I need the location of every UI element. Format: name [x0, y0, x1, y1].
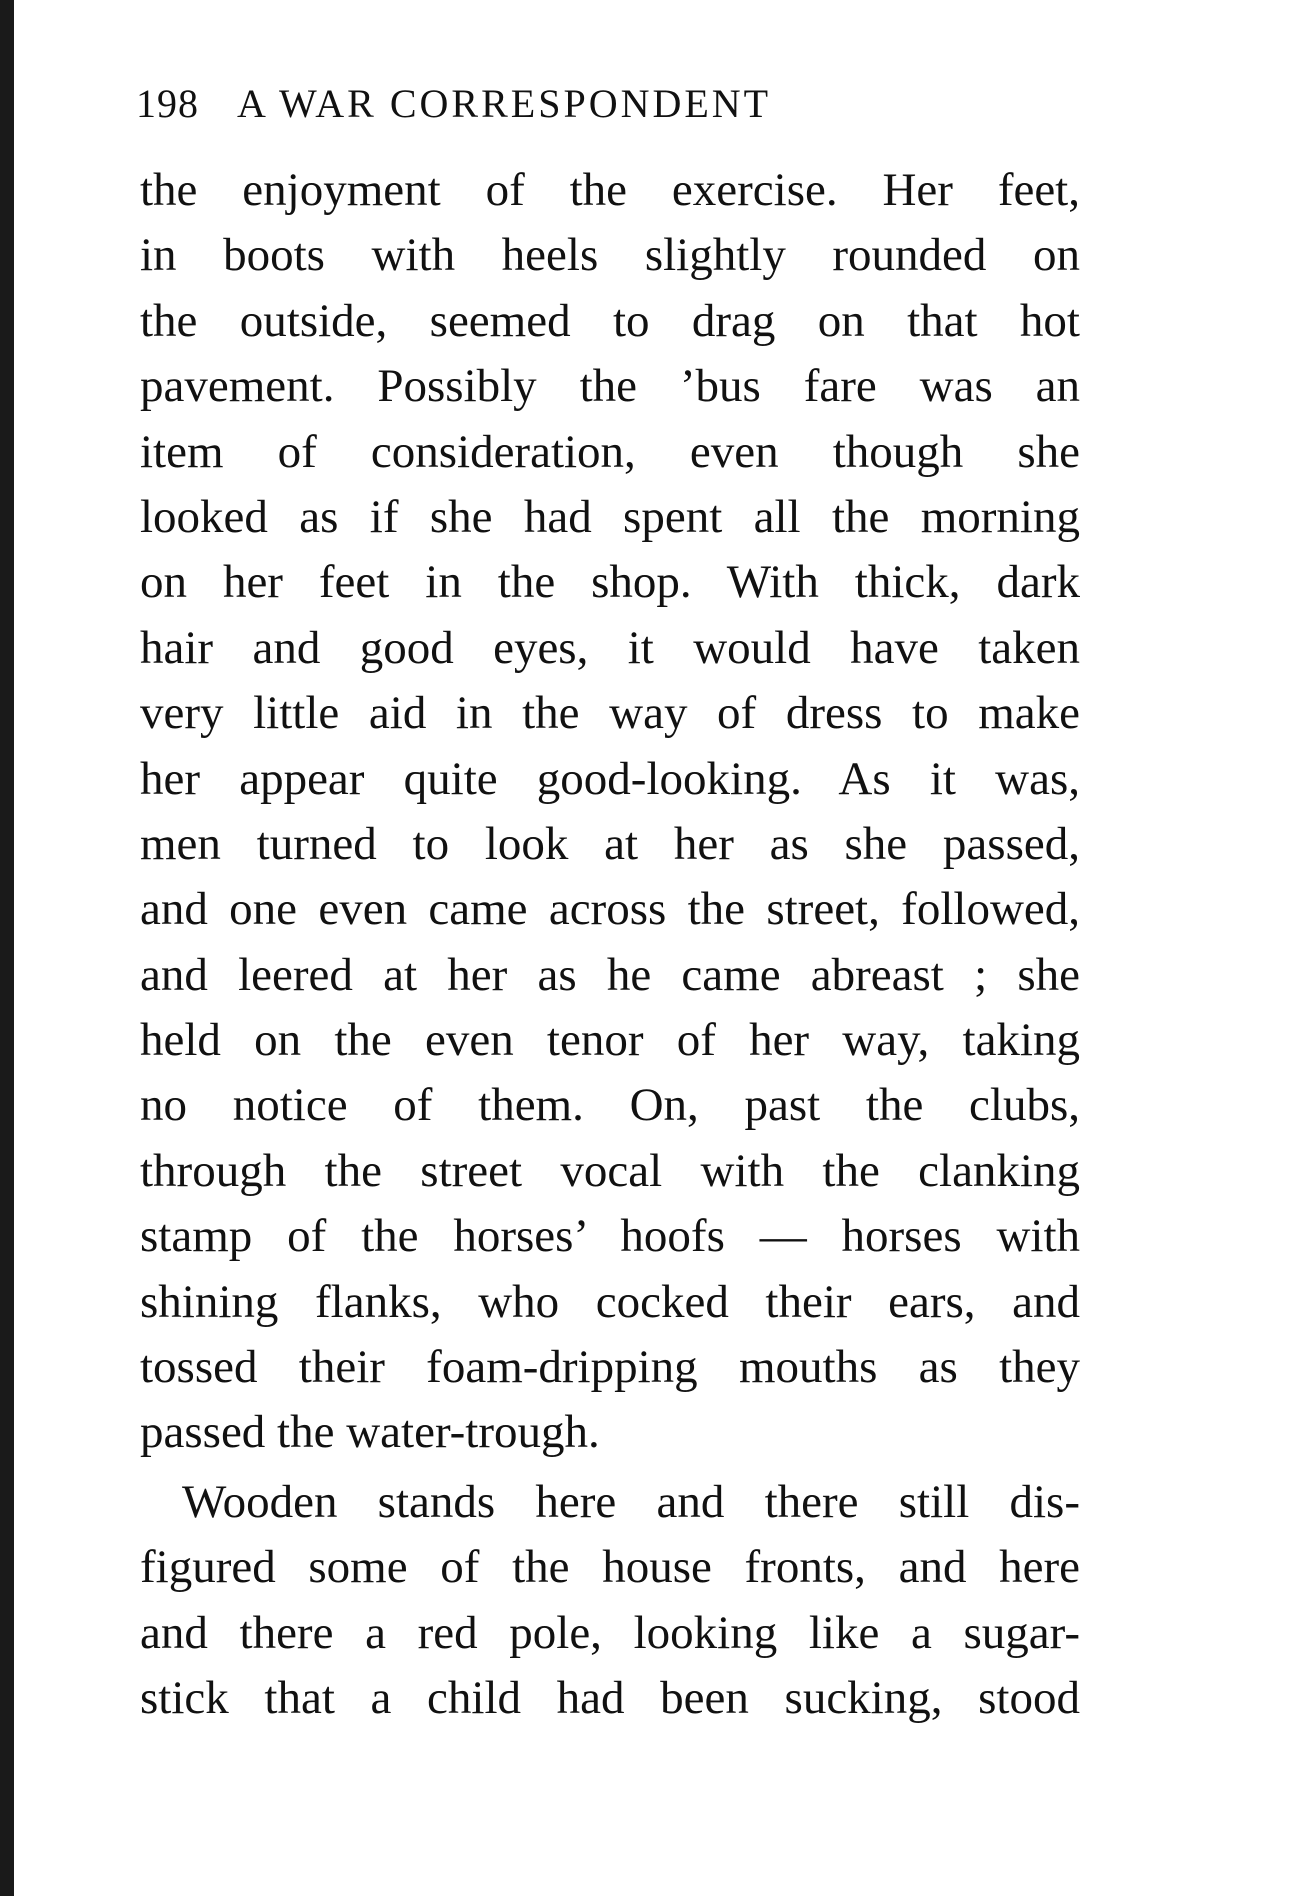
text-line: in boots with heels slightly rounded on [140, 229, 1080, 282]
text-line: stamp of the horses’ hoofs — horses with [140, 1210, 1080, 1263]
page-binding-edge [0, 0, 14, 1896]
text-line: tossed their foam-dripping mouths as they [140, 1341, 1080, 1394]
text-line: through the street vocal with the clanking [140, 1144, 1080, 1197]
text-line: and leered at her as he came abreast ; she [140, 948, 1080, 1001]
paragraph [140, 158, 1080, 1466]
text-line: held on the even tenor of her way, taking [140, 1014, 1080, 1067]
text-line: no notice of them. On, past the clubs, [140, 1079, 1080, 1132]
text-line: shining flanks, who cocked their ears, and [140, 1275, 1080, 1328]
running-head: A WAR CORRESPONDENT [237, 81, 772, 126]
text-line: stick that a child had been sucking, stood [140, 1671, 1080, 1724]
text-line: hair and good eyes, it would have taken [140, 621, 1080, 674]
paragraph [140, 1470, 1080, 1732]
text-line: very little aid in the way of dress to make [140, 687, 1080, 740]
text-line: Wooden stands here and there still dis- [182, 1475, 1080, 1528]
text-line: the enjoyment of the exercise. Her feet, [140, 164, 1080, 216]
text-line: figured some of the house fronts, and here [140, 1541, 1080, 1594]
text-line: her appear quite good-looking. As it was, [140, 752, 1080, 805]
text-line: and one even came across the street, followed, [140, 883, 1080, 936]
text-line: men turned to look at her as she passed, [140, 817, 1080, 870]
body-text [140, 158, 1080, 1731]
text-line: looked as if she had spent all the morning [140, 490, 1080, 543]
text-line: passed the water-trough. [140, 1406, 600, 1459]
text-line: pavement. Possibly the ’bus fare was an [140, 360, 1080, 413]
text-line: the outside, seemed to drag on that hot [140, 294, 1080, 347]
text-line: item of consideration, even though she [140, 425, 1080, 478]
text-line: and there a red pole, looking like a sugar- [140, 1606, 1080, 1659]
page-number: 198 [136, 81, 199, 126]
text-line: on her feet in the shop. With thick, dark [140, 556, 1080, 609]
page-header [136, 80, 771, 140]
